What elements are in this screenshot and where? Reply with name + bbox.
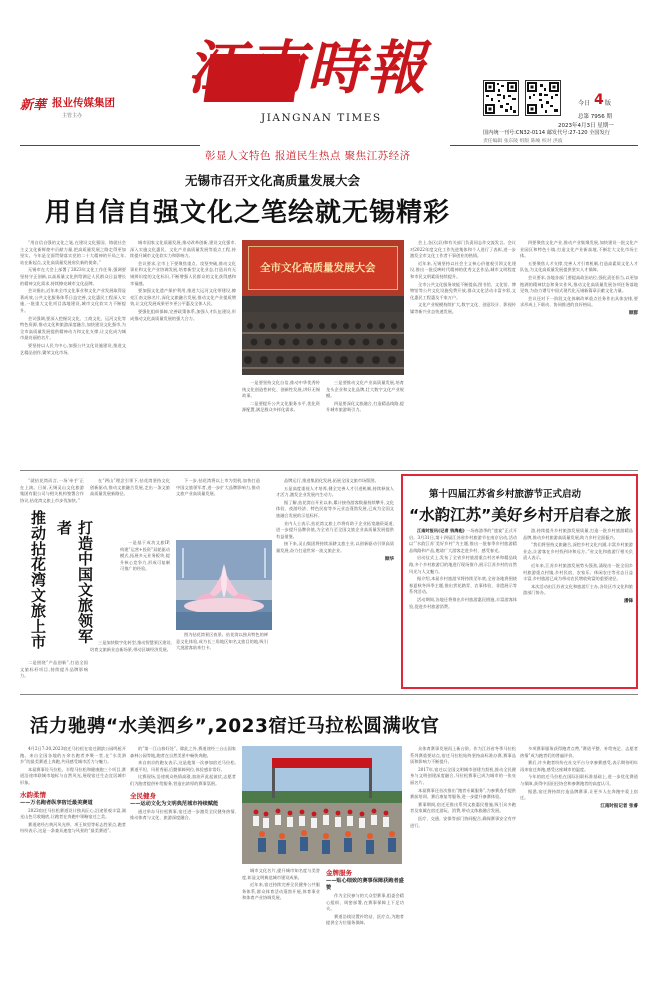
publisher-name: 报业传媒集团 — [52, 97, 115, 109]
lead-photo — [242, 240, 404, 375]
lead-byline: 顾群 — [629, 310, 638, 316]
qr-code-icon — [525, 80, 561, 116]
bottom-section-3-title: 金牌服务 — [326, 869, 352, 877]
pages-label: 今日 — [578, 100, 591, 107]
feature-story-box — [401, 474, 638, 689]
marathon-runners-illustration — [242, 746, 402, 864]
xinhua-logo-icon: 新華 — [20, 98, 47, 113]
lotus-stage-illustration — [176, 540, 272, 630]
left-story-column-5: 三是加快数字化转型,推动智慧景区建设,培育文旅新业态新场景,带动区域经济发展。 — [90, 640, 172, 652]
masthead — [0, 0, 657, 160]
left-story-column-7: 图为拈花湾景区夜景。拈花湾以独具特色的禅意文化体验,成为长三角地区知名文旅目的地,吸引大批游客前来打卡。 — [176, 632, 268, 651]
section-divider — [20, 470, 638, 471]
lead-column-3: 一是要坚持文化自信,推动中华优秀传统文化创造性转化、创新性发展,讲好无锡故事。 二是要提升公共文化服务水平,优化资源配置,满足群众多样化需求。 — [242, 380, 320, 413]
lead-column-2: 城市国家文化质量发展,推动改革创新,建设文化强市,深入实施文化惠民、文化产业高质量发展等重点工程,持续提升城市文化软实力和影响力。 会议要求,全市上下要聚焦重点、攻坚突破,推动文化事业和文化产业协调发展,培育新型文化业态,打造具有无锡辨识度的文化标识,不断增强人民群众的文化获得感和幸福感。 要加强文化遗产保护利用,推进大运河文化带建设,擦亮江南文脉名片,深化文旅融合发展,推动文化产业提质增效,让文化发展成果更多更公平惠及全体人民。 要强化组织保障,完善政策体系,加强人才队伍建设,形成推动文化高质量发展的强大合力。 — [130, 240, 236, 321]
feature-column-2: 游,持续提升乡村旅游发展质量,打造一批乡村旅游精品品牌,推动乡村旅游高质量发展,助力乡村全面振兴。 “我们将坚持文旅融合,深挖乡村文化内涵,丰富乡村旅游业态,让游客在乡村找到诗和远方。”省文化和旅游厅相关负责人表示。 近年来,江苏乡村旅游发展势头强劲,涌现出一批全国乡村旅游重点村镇,乡村民宿、农家乐、休闲农庄等业态日益丰富,乡村旅游已成为带动农民增收致富的重要途径。 本次活动由江苏省文化和旅游厅主办,各设区市文化和旅游部门协办。 潘锋 — [523, 528, 633, 604]
feature-byline: 潘锋 — [624, 598, 633, 604]
bottom-section-2-sub: ——运动文化为文明典范城市持续赋能 — [130, 800, 219, 807]
left-story-title-1: 打造中国文旅领军者 — [55, 520, 94, 644]
publisher-sponsor: 主管主办 — [62, 113, 83, 119]
pages-unit: 版 — [605, 100, 612, 107]
bottom-column-4: 金牌服务 ——贴心细致的赛事保障获跑者盛赞 作为全民参与的大众型赛事,组委会精心组织、周密部署,在赛事保障上下足功夫。 赛道沿线设置补给站、医疗点,为跑者提供全方位服务保障。 — [326, 869, 404, 926]
lead-column-1: “用自信自强的文化之笔,在建设文化强国、铸就社会主义文化新辉煌中贡献力量,把高质量发展之路走得更加坚实。今年是全面贯彻落实党的二十大精神的开局之年,站在新起点,文化高质量发展肩负新的使命。” 无锡市在大会上部署了2023年文化工作任务,强调要坚持守正创新,以高质量文化供给满足人民群众日益增长的精神文化需求,持续擦亮城市文化品牌。 会议指出,近年来全市文化事业和文化产业发展取得显著成效,公共文化服务体系日益完善,文化惠民工程深入实施,一批重大文化项目落地建设,城市文化软实力不断提升。 会议强调,要深入挖掘吴文化、工商文化、运河文化等特色资源,推动文化和旅游深度融合,加快建设文化强市,为全市高质量发展提供精神动力和文化支撑,让文化成为城市最亮丽的名片。 要坚持以人民为中心,加强公共文化设施建设,推进文艺精品创作,繁荣文化市场。 — [20, 240, 126, 355]
issue-date: 2023年4月3日 星期一 — [558, 123, 614, 129]
bottom-column-1: 4月2日7:30,2023宿迁马拉松在宿迁湖滨公园鸣枪开跑。来自全国各地的万余名跑者齐聚一堂,在“水美泗乡”的最美赛道上奔跑,共同感受城市活力与魅力。 本届赛事设马拉松、半程马拉松和健康跑三个项目,赛道沿途串联城市地标与自然风光,展现宿迁生态宜居城市形象。 水韵柔情 ——万名跑者纵享宿迁最美赛道 2023宿迁马拉松赛道设计独具匠心,沿途景观丰富,湖光山色尽收眼底,让跑者在奔跑中领略宿迁之美。 赛道途经古黄河风光带、项王故里等标志性景点,跑者纷纷表示,这是一条兼具速度与风景的“最美赛道”。 — [20, 746, 126, 834]
feature-headline: “水韵江苏”美好乡村开启春之旅 — [409, 506, 631, 524]
lead-headline: 用自信自强文化之笔绘就无锡精彩 — [45, 198, 451, 228]
bottom-photo — [242, 746, 402, 864]
audience-silhouettes — [242, 312, 404, 375]
bottom-byline: 江南时报记者 张睿 — [600, 803, 638, 809]
left-story-vertical-titles — [14, 510, 94, 650]
masthead-title-text: 江南時報 — [187, 34, 428, 102]
bottom-section-1 — [20, 790, 126, 806]
bottom-section-3 — [326, 868, 404, 891]
lead-column-6: 四要聚焦文化产业,推动产业集聚发展,加快建设一批文化产业园区和特色小镇,打造文化产业新高地,不断壮大文化市场主体。 五要聚焦人才支撑,完善人才引育机制,打造高素质文化人才队伍,为文化高质量发展提供坚实人才保障。 会议要求,各地各部门要提高政治站位,强化责任担当,以更加饱满的精神状态和务实作风,推动文化高质量发展各项任务落地见效,为奋力谱写中国式现代化无锡新篇章贡献文化力量。 会议还对下一阶段文化体制改革重点任务作出具体安排,要求形成上下联动、协同推进的良好格局。 顾群 — [520, 240, 638, 316]
masthead-english: JIANGNAN TIMES — [261, 112, 382, 124]
left-story-byline: 顾华 — [385, 556, 394, 562]
masthead-rule — [450, 145, 638, 146]
left-story-column-3: 在“两山”理念引领下,拈花湾坚持文化创新驱动,推动文旅融合发展,走出一条文旅高质量发展新路径。 — [90, 478, 170, 497]
left-story-column-8: 品牌运行,推进集团化发展,拓展全国文旅市场版图。 五是高度重视人才培养,健全完善人才引进机制,持续释放人才活力,激发企业发展内生动力。 据了解,拈花湾自开业以来,累计接待游客数量持续攀升,文化体验、夜游经济、特色民宿等多元业态蓬勃发展,已成为全国文旅融合发展的示范标杆。 业内人士表示,拈花湾文旅上市将有助于企业拓宽融资渠道,进一步提升品牌价值,为全省乃至全国文旅企业高质量发展提供有益借鉴。 接下来,灵山集团将持续深耕文旅主业,以创新驱动引领高质量发展,奋力打造世界一流文旅企业。 顾华 — [276, 478, 394, 562]
pages-indicator — [578, 92, 638, 112]
qr-code-icon — [483, 80, 519, 116]
issue-number: 总第 7956 期 — [578, 114, 612, 120]
left-story-column-4: 一是基于成功文旅IP,构建“运营+投资”双轮驱动模式,拓展多元业务板块,提升核心竞争力,形成可复制可推广的经验。 — [120, 540, 170, 572]
publisher-block — [20, 92, 140, 132]
editors-line: 责任编辑 张东陵 组版 陈峻 校对 洪波 — [483, 139, 563, 144]
feature-column-1: 江南时报讯(记者 钱海彪) 一场春游季的“盛宴”正式开启。3月31日,第十四届江苏省乡村旅游节在南京启动,活动以“‘水韵江苏’美好乡村”为主题,推出一批春季乡村旅游精品线路和产品,邀请广大游客走进乡村、感受春光。 启动仪式上,发布了全省乡村旅游重点村名单和精品线路,多个乡村旅游目的地进行现场推介,展示江苏乡村的自然风光与人文魅力。 据介绍,本届乡村旅游节将持续至年底,全省各地将围绕春夏秋冬四季主题,推出赏花踏青、农事体验、非遗展示等系列活动。 活动期间,各地还将推出乡村旅游惠民措施,丰富游客体验,促进乡村旅游消费。 — [409, 528, 517, 609]
lead-column-4: 三是要推动文化产业高质量发展,培育龙头企业和文化品牌,壮大数字文化产业规模。 四是要深化文旅融合,打造精品线路,提升城市旅游吸引力。 — [326, 380, 404, 413]
bottom-section-2 — [130, 791, 236, 807]
cn-number: 国内统一刊号:CN32-0114 邮发代号:27-120 全国发行 — [483, 130, 610, 136]
bottom-column-2: 的“第一江山春好处”。除此之外,赛道途经三台山国家森林公园等地,跑者在自然美景中畅快奔跑。 来自南京的跑友表示,这是他第一次参加宿迁马拉松,赛道平坦、风景秀丽,后勤保障到位,体验感非常好。 比赛现场,沿途观众热情高涨,加油声此起彼伏,志愿者们为跑者提供补给服务,营造出浓厚的赛事氛围。 全民健身 ——运动文化为文明典范城市持续赋能 通过举办马拉松赛事,宿迁进一步激发全民健身热情,推动体育与文化、旅游深度融合。 — [130, 746, 236, 821]
left-story-column-1: “就拈花湾而言,一场‘牵手’正在上演。日前,无锡灵山文化旅游集团有限公司与相关机构签署合作协议,拈花湾文旅上市步伐加快。” — [20, 478, 84, 503]
bottom-section-1-sub: ——万名跑者纵享宿迁最美赛道 — [20, 799, 93, 806]
section-divider — [20, 694, 638, 695]
bottom-section-1-title: 水韵柔情 — [20, 790, 46, 799]
lead-kicker: 无锡市召开文化高质量发展大会 — [185, 173, 361, 188]
bottom-section-2-title: 全民健身 — [130, 791, 156, 800]
bottom-section-3-sub: ——贴心细致的赛事保障获跑者盛赞 — [326, 878, 404, 891]
left-story-photo — [176, 540, 272, 630]
lead-column-5: 会上,各区(县)和有关部门负责同志作交流发言。会议对2022年度文化工作先进集体和个人进行了表彰,进一步激发全市文化工作者干事创业的热情。 近年来,无锡坚持以社会主义核心价值观引领文化建设,推出一批反映时代精神的优秀文艺作品,城市文明程度和市民文明素质持续提升。 全市公共文化服务效能不断提高,图书馆、文化馆、博物馆等公共文化设施免费开放,群众文化活动丰富多彩,文化惠民工程惠及千家万户。 文化产业规模持续扩大,数字文化、创意设计、影视传媒等新兴业态快速发展。 — [410, 240, 516, 314]
masthead-slogan: 彰显人文特色 报道民生热点 聚焦江苏经济 — [205, 150, 411, 162]
left-story-column-2: 二是围绕“产品创新”,打造全国文旅标杆项目,持续提升品牌影响力。 — [20, 660, 88, 679]
left-story-title-2: 推动拈花湾文旅上市 — [29, 510, 47, 650]
photo-banner-text: 全市文化高质量发展大会 — [260, 262, 376, 274]
pages-count: 4 — [594, 92, 604, 108]
bottom-column-6: 多项赛事服务获得跑者点赞,“赛道平整、补给充足、志愿者热情”成为跑者们的普遍评价。 赛后,许多跑者纷纷在社交平台分享参赛感受,表示期待明年再来宿迁奔跑,感受这座城市的温度。 今年的宿迁马拉松在国际田联标准基础上,进一步优化赛道与保障,获得中国田径协会和参赛跑者的高度认可。 据悉,宿迁将持续打造品牌赛事,让更多人在奔跑中爱上宿迁。 江南时报记者 张睿 — [520, 746, 638, 809]
bottom-headline: 活力驰骋“水美泗乡”,2023宿迁马拉松圆满收官 — [30, 716, 440, 737]
bottom-column-5: 众体育赛事发展再上新台阶。作为江苏省冬季马拉松系列赛重要站点,宿迁马拉松始终坚持高标准办赛,赛事品质和影响力不断提升。 2017年,宿迁以全国文明城市创建为契机,推动全民健身与文明创建深度融合,马拉松赛事已成为城市的一张亮丽名片。 本届赛事还首次推出“跑者专属服务”,为参赛选手提供赛前培训、赛后康复等服务,进一步提升参赛体验。 赛事期间,宿迁还推出系列文旅惠民措施,吸引众多跑者及家属在宿迁游玩、消费,带动文体旅融合发展。 医疗、交通、安保等部门协同配合,确保赛事安全有序进行。 — [410, 746, 516, 828]
feature-kicker: 第十四届江苏省乡村旅游节正式启动 — [429, 489, 582, 500]
feature-dateline: 江南时报讯(记者 钱海彪) — [417, 528, 465, 533]
masthead-title — [185, 22, 453, 127]
left-story-column-6: 下一步,拈花湾将以上市为契机,加快打造中国文旅领军者,进一步扩大品牌影响力,推动文旅产业高质量发展。 — [176, 478, 260, 497]
masthead-rule — [20, 145, 200, 146]
bottom-column-3: 城市文化名片,提升城市知名度与美誉度,彰显文明典范城市建设成果。 近年来,宿迁持续完善全民健身公共服务体系,群众体育活动蓬勃开展,体育事业和体育产业协调发展。 — [242, 868, 320, 901]
